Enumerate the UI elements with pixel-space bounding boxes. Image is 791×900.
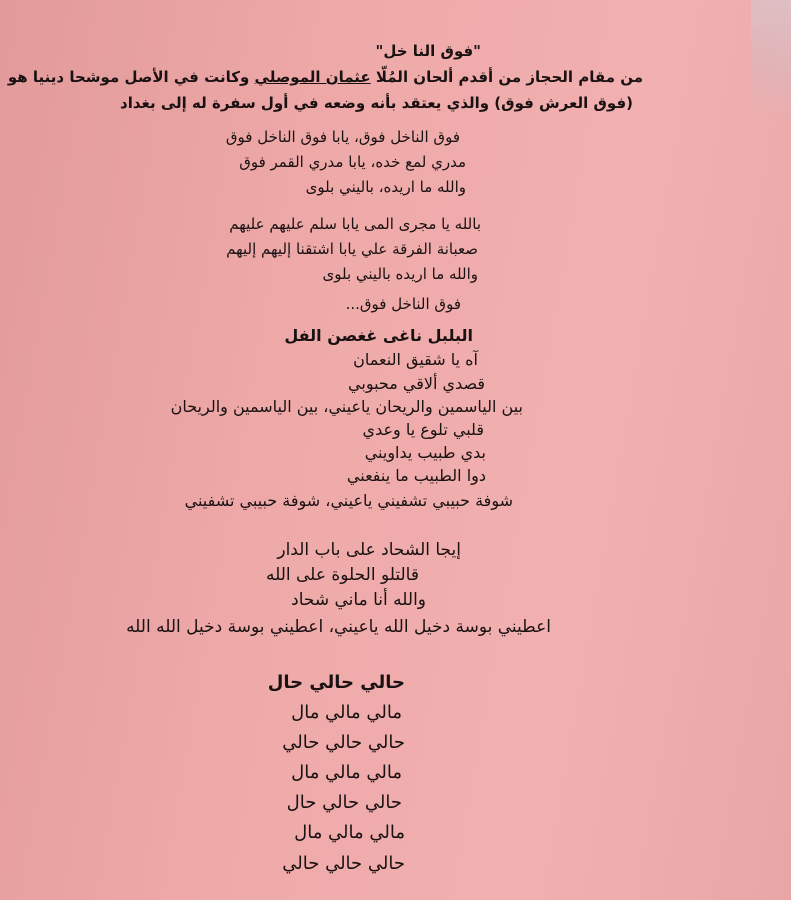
verse-line: والله ما اريده باليني بلوى xyxy=(322,265,478,283)
refrain-line: حالي حالي حالي xyxy=(282,853,405,874)
verse-line: آه يا شقيق النعمان xyxy=(353,350,478,369)
document-title: "فوق النا خل" xyxy=(375,42,481,60)
composer-name: عثمان الموصلي xyxy=(254,68,371,86)
verse-line: فوق الناخل فوق... xyxy=(345,295,461,313)
refrain-line: مالي مالي مال xyxy=(294,822,405,843)
verse-line: بالله يا مجرى المى يابا سلم عليهم عليهم xyxy=(229,215,481,233)
page-edge-shadow xyxy=(751,0,791,120)
verse-line: صعبانة الفرقة علي يابا اشتقنا إليهم إليهم xyxy=(226,240,478,258)
verse-line: شوفة حبيبي تشفيني ياعيني، شوفة حبيبي تشفيني xyxy=(184,491,513,510)
refrain-line: مالي مالي مال xyxy=(291,762,402,783)
verse-line: فوق الناخل فوق، يابا فوق الناخل فوق xyxy=(225,128,460,146)
refrain-line: حالي حالي حال xyxy=(267,672,405,693)
verse-line: والله ما اريده، باليني بلوى xyxy=(305,178,466,196)
verse-line: اعطيني بوسة دخيل الله ياعيني، اعطيني بوسة دخيل الله الله xyxy=(126,617,551,637)
verse-line: بدي طبيب يداويني xyxy=(364,443,486,462)
verse-line: قصدي ألاقي محبوبي xyxy=(348,374,485,393)
verse-line: قلبي تلوع يا وعدي xyxy=(362,420,484,439)
intro-prefix: من مقام الحجاز من أقدم ألحان المُلّا xyxy=(370,68,643,86)
verse-line: والله أنا ماني شحاد xyxy=(291,590,426,610)
refrain-line: حالي حالي حال xyxy=(286,792,402,813)
verse-line: دوا الطبيب ما ينفعني xyxy=(346,466,486,485)
intro-line-1 xyxy=(8,68,643,86)
verse-line: قالتلو الحلوة على الله xyxy=(265,565,419,585)
refrain-line: حالي حالي حالي xyxy=(282,732,405,753)
refrain-line: مالي مالي مال xyxy=(291,702,402,723)
verse-line: بين الياسمين والريحان ياعيني، بين الياسمين والريحان xyxy=(170,397,523,416)
intro-suffix: وكانت في الأصل موشحا دينيا هو xyxy=(7,68,255,86)
intro-line-2: (فوق العرش فوق) والذي يعتقد بأنه وضعه في أول سفرة له إلى بغداد xyxy=(120,94,633,112)
verse-line: إيجا الشحاد على باب الدار xyxy=(277,540,461,560)
verse-line: البلبل ناغى غغصن الفل xyxy=(284,326,473,345)
verse-line: مدري لمع خده، يابا مدري القمر فوق xyxy=(239,153,466,171)
